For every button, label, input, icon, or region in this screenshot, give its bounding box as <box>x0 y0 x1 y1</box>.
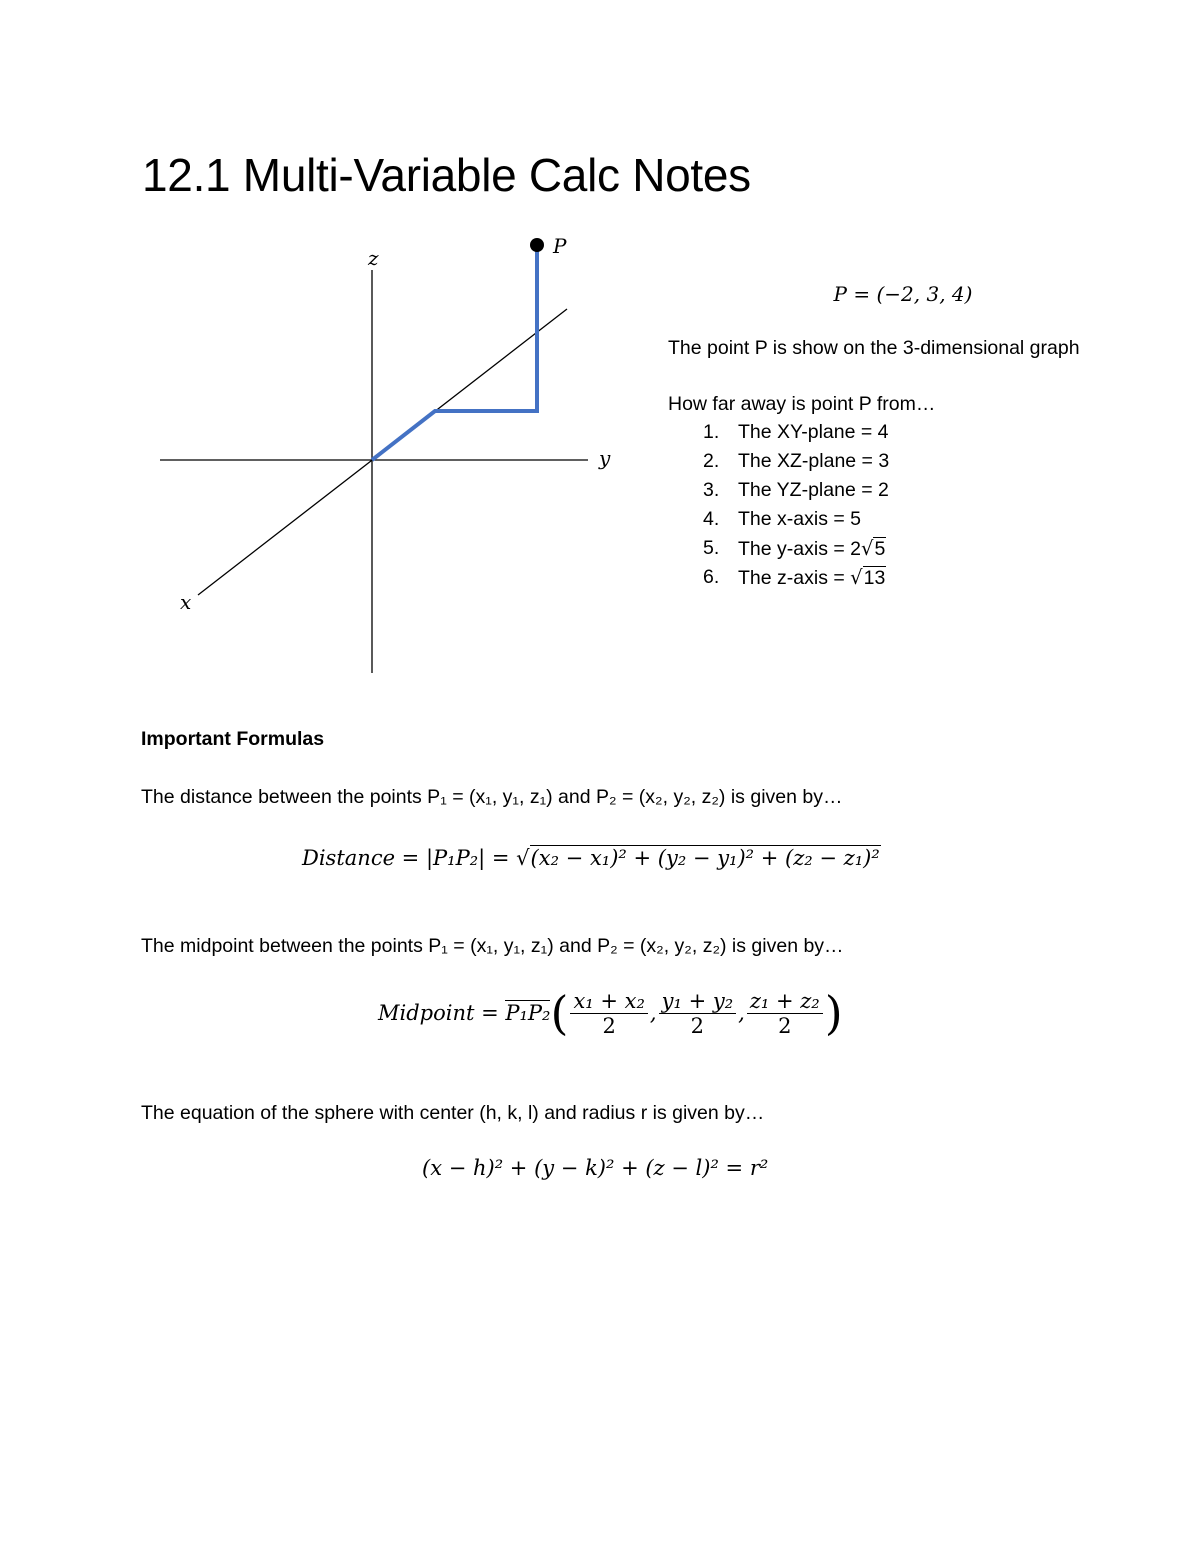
list-number: 5. <box>703 537 720 559</box>
square-root: √13 <box>850 566 886 589</box>
fraction: $\frac{\text{z₁ + z₂}}{2}$ <box>747 989 823 1038</box>
list-text: The XY-plane = 4 <box>738 421 889 443</box>
section-heading: Important Formulas <box>141 728 325 750</box>
list-number: 3. <box>703 479 720 501</box>
point-description: The point P is show on the 3-dimensional graph <box>668 337 1080 359</box>
point-path <box>372 245 537 460</box>
point-p-dot <box>530 238 544 252</box>
list-item <box>668 563 1168 592</box>
list-item <box>668 418 1168 447</box>
list-text-with-root: The y-axis = 2√5 <box>738 534 886 564</box>
list-item <box>668 476 1168 505</box>
point-equation: P = (−2, 3, 4) <box>833 282 973 306</box>
square-root: √5 <box>861 537 886 560</box>
fraction: $\frac{\text{x₁ + x₂}}{2}$ <box>570 989 647 1038</box>
list-number: 1. <box>703 421 720 443</box>
distance-question: How far away is point P from… <box>668 393 936 415</box>
midpoint-intro: The midpoint between the points P₁ = (x₁, y₁, z₁) and P₂ = (x₂, y₂, z₂) is given by… <box>141 935 844 957</box>
list-item <box>668 534 1168 563</box>
z-axis-label: z <box>368 246 379 270</box>
list-item <box>668 447 1168 476</box>
distance-intro: The distance between the points P₁ = (x₁, y₁, z₁) and P₂ = (x₂, y₂, z₂) is given by… <box>141 786 843 808</box>
segment-p1p2: P₁P₂ <box>505 1001 551 1025</box>
distance-list <box>668 418 1168 592</box>
point-info-panel <box>668 280 1168 592</box>
3d-axes-figure <box>150 225 630 685</box>
list-number: 6. <box>703 566 720 588</box>
list-text-with-root: The z-axis = √13 <box>738 563 886 593</box>
distance-formula: Distance = |P₁P₂| = √(x₂ − x₁)² + (y₂ − y₁)² + (z₂ − z₁)² <box>302 846 880 870</box>
point-p-label: P <box>553 234 567 258</box>
list-text: The x-axis = 5 <box>738 508 862 530</box>
list-number: 4. <box>703 508 720 530</box>
list-item <box>668 505 1168 534</box>
x-axis-label: x <box>180 590 192 614</box>
sphere-equation: (x − h)² + (y − k)² + (z − l)² = r² <box>422 1156 769 1180</box>
y-axis-label: y <box>599 446 611 470</box>
list-number: 2. <box>703 450 720 472</box>
fraction: $\frac{\text{y₁ + y₂}}{2}$ <box>659 989 737 1038</box>
list-text: The XZ-plane = 3 <box>738 450 890 472</box>
square-root: √(x₂ − x₁)² + (y₂ − y₁)² + (z₂ − z₁)² <box>516 846 880 870</box>
midpoint-formula: Midpoint = P₁P₂( $\frac{\text{x₁ + x₂}}{2}$ , $\frac{\text{y₁ + y₂}}{2}$ , $\frac{\text{z₁ + z₂}}{2}$ ) <box>378 986 843 1040</box>
list-text: The YZ-plane = 2 <box>738 479 889 501</box>
sphere-intro: The equation of the sphere with center (h, k, l) and radius r is given by… <box>141 1102 765 1124</box>
page-title: 12.1 Multi-Variable Calc Notes <box>142 149 751 201</box>
